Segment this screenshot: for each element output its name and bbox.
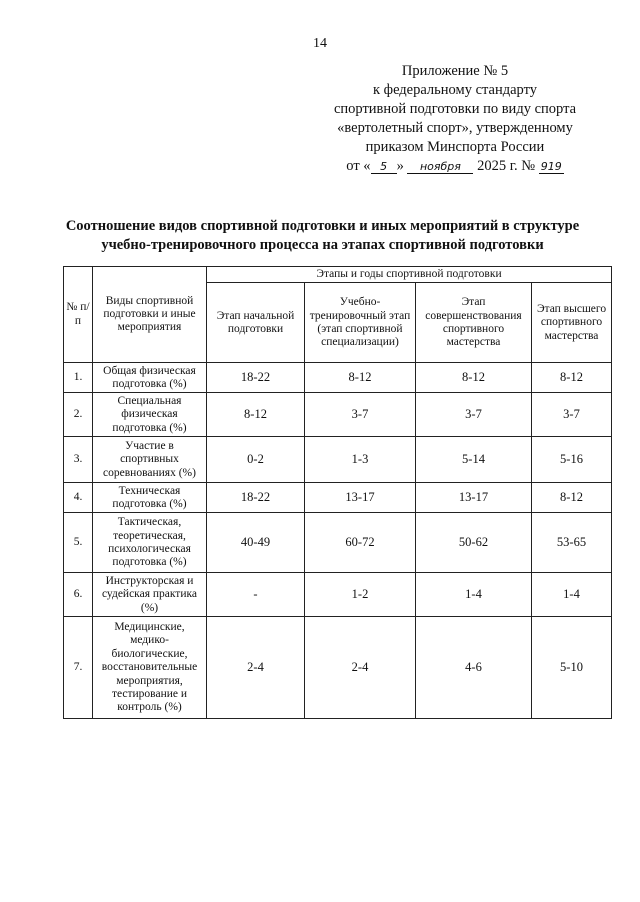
- appendix-standard-line: к федеральному стандарту: [373, 82, 537, 98]
- row-value: 8-12: [416, 363, 532, 393]
- row-value: 8-12: [532, 483, 612, 513]
- table-row: [64, 393, 612, 437]
- handwritten-day: 5: [371, 160, 397, 174]
- date-year: 2025 г. №: [477, 158, 536, 174]
- row-value: 5-14: [416, 437, 532, 483]
- row-value: 18-22: [207, 483, 305, 513]
- row-value: 5-16: [532, 437, 612, 483]
- header-stage-training: Учебно-тренировочный этап (этап спортивной специализации): [305, 283, 416, 363]
- row-value: 0-2: [207, 437, 305, 483]
- row-value: 8-12: [207, 393, 305, 437]
- row-value: 8-12: [305, 363, 416, 393]
- appendix-order-line: приказом Минспорта России: [365, 139, 545, 155]
- row-value: 2-4: [305, 617, 416, 719]
- table-row: [64, 617, 612, 719]
- title-line-1: Соотношение видов спортивной подготовки и иных мероприятий в структуре: [65, 218, 580, 234]
- row-value: 53-65: [532, 513, 612, 573]
- row-value: 5-10: [532, 617, 612, 719]
- handwritten-month: ноября: [407, 160, 473, 174]
- row-name: Техническая подготовка (%): [93, 483, 207, 513]
- header-num: № п/п: [64, 267, 93, 363]
- row-value: 1-4: [532, 573, 612, 617]
- row-name: Участие в спортивных соревнованиях (%): [93, 437, 207, 483]
- table-row: [64, 573, 612, 617]
- appendix-sport-name-line: «вертолетный спорт», утвержденному: [337, 120, 573, 136]
- row-num: 1.: [64, 363, 93, 393]
- title-line-2: учебно-тренировочного процесса на этапах спортивной подготовки: [101, 237, 544, 253]
- row-num: 4.: [64, 483, 93, 513]
- row-value: 3-7: [305, 393, 416, 437]
- row-value: 50-62: [416, 513, 532, 573]
- header-stages-group: Этапы и годы спортивной подготовки: [207, 267, 612, 283]
- row-num: 3.: [64, 437, 93, 483]
- row-value: 3-7: [532, 393, 612, 437]
- table-row: [64, 483, 612, 513]
- row-num: 6.: [64, 573, 93, 617]
- row-value: 60-72: [305, 513, 416, 573]
- appendix-date-line: [310, 157, 600, 176]
- row-name: Тактическая, теоретическая, психологическая подготовка (%): [93, 513, 207, 573]
- row-value: 18-22: [207, 363, 305, 393]
- document-title: [40, 217, 605, 255]
- header-type: Виды спортивной подготовки и иные мероприятия: [93, 267, 207, 363]
- row-value: 1-4: [416, 573, 532, 617]
- appendix-sport-line: спортивной подготовки по виду спорта: [333, 101, 577, 117]
- row-name: Медицинские, медико-биологические, восстановительные мероприятия, тестирование и контроль (%): [93, 617, 207, 719]
- row-value: 13-17: [416, 483, 532, 513]
- table-row: [64, 363, 612, 393]
- date-mid: »: [396, 158, 404, 174]
- row-value: 40-49: [207, 513, 305, 573]
- row-value: 3-7: [416, 393, 532, 437]
- table-row: [64, 513, 612, 573]
- row-value: 1-2: [305, 573, 416, 617]
- training-ratio-table: [63, 266, 612, 719]
- row-value: 1-3: [305, 437, 416, 483]
- row-num: 7.: [64, 617, 93, 719]
- table-row: [64, 437, 612, 483]
- row-value: 13-17: [305, 483, 416, 513]
- row-name: Специальная физическая подготовка (%): [93, 393, 207, 437]
- row-name: Инструкторская и судейская практика (%): [93, 573, 207, 617]
- handwritten-order-number: 919: [540, 160, 562, 173]
- row-name: Общая физическая подготовка (%): [93, 363, 207, 393]
- row-num: 2.: [64, 393, 93, 437]
- page-number: 14: [313, 36, 327, 51]
- header-stage-improvement: Этап совершенствования спортивного мастерства: [416, 283, 532, 363]
- appendix-header: [310, 62, 600, 176]
- row-value: 2-4: [207, 617, 305, 719]
- row-value: 4-6: [416, 617, 532, 719]
- row-value: -: [207, 573, 305, 617]
- header-stage-initial: Этап начальной подготовки: [207, 283, 305, 363]
- table-header-row: [64, 267, 612, 283]
- date-prefix: от «: [346, 158, 371, 174]
- appendix-title: Приложение № 5: [401, 63, 509, 79]
- row-num: 5.: [64, 513, 93, 573]
- header-stage-higher: Этап высшего спортивного мастерства: [532, 283, 612, 363]
- row-value: 8-12: [532, 363, 612, 393]
